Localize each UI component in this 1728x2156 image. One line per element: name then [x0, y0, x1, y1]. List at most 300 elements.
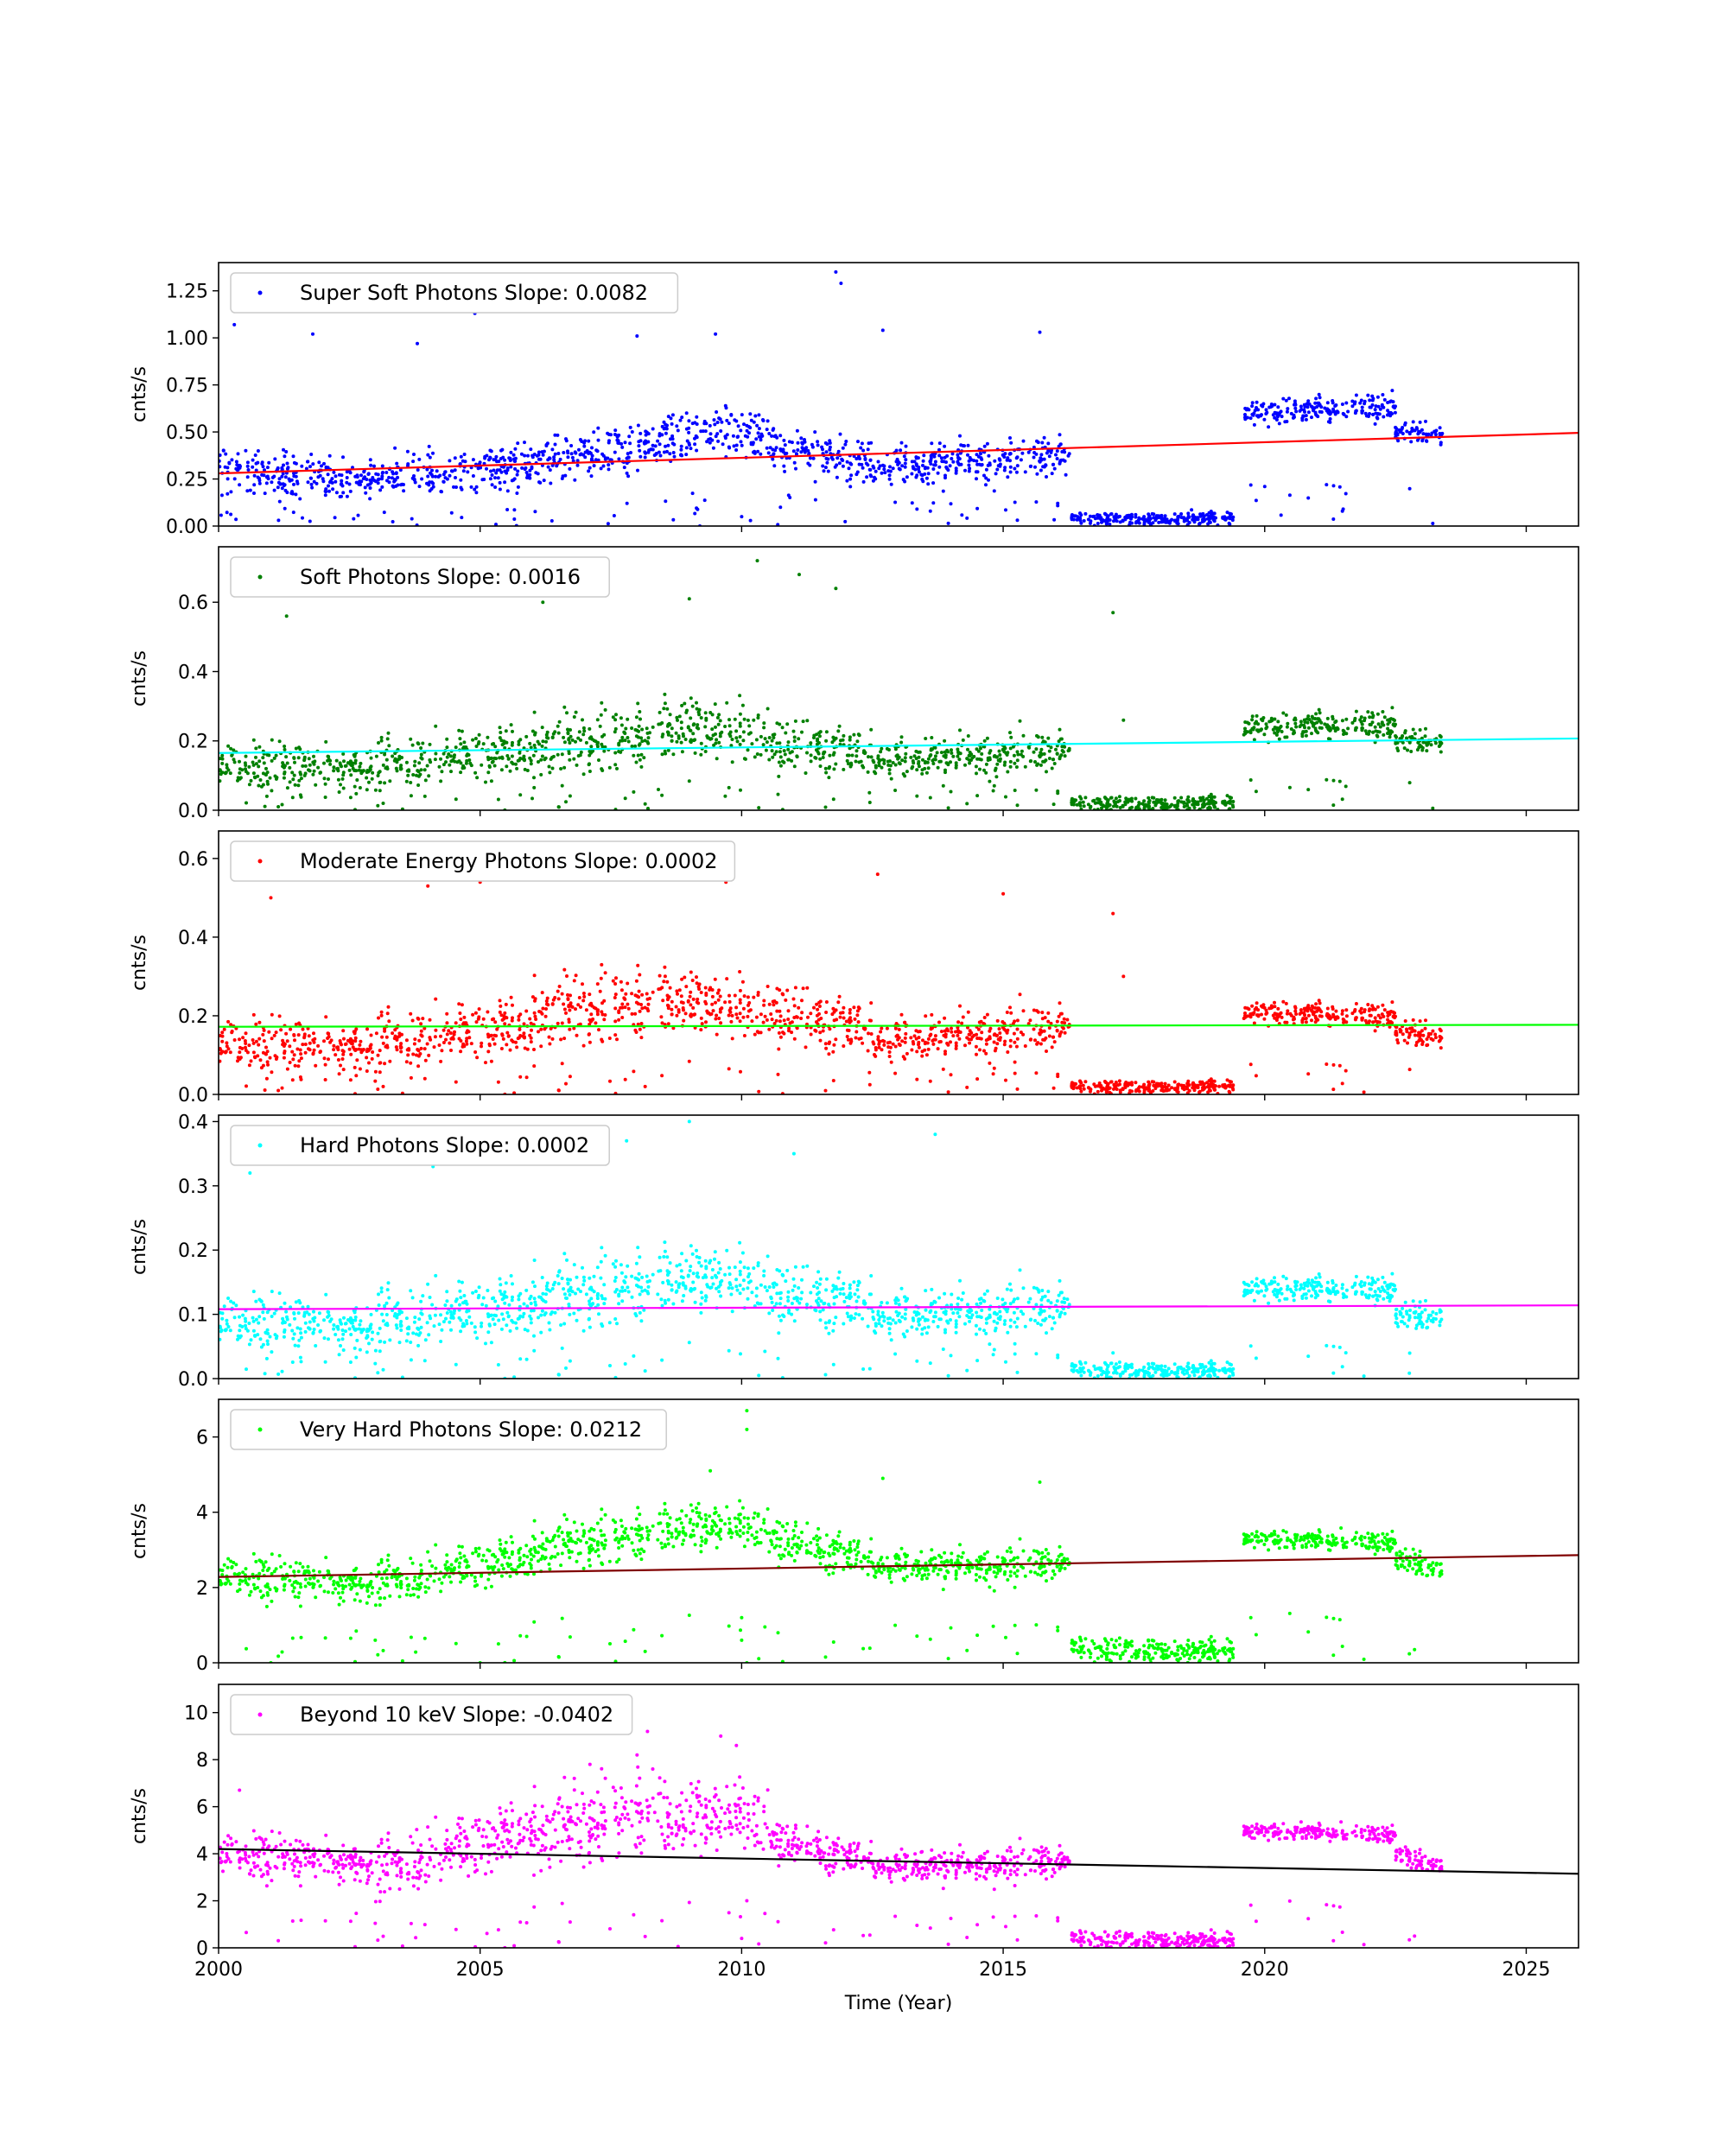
data-point	[951, 460, 955, 464]
data-point	[1306, 788, 1310, 791]
data-point	[797, 441, 800, 445]
data-point	[638, 455, 642, 459]
data-point	[358, 1043, 361, 1047]
data-point	[1302, 409, 1306, 412]
data-point	[582, 729, 586, 732]
data-point	[957, 758, 961, 761]
data-point	[336, 1048, 340, 1051]
data-point	[1016, 1018, 1020, 1022]
data-point	[1408, 781, 1412, 784]
data-point	[1182, 802, 1185, 805]
data-point	[257, 764, 260, 768]
data-point	[371, 1057, 374, 1061]
data-point	[915, 1078, 918, 1081]
data-point	[1052, 802, 1056, 806]
data-point	[993, 460, 996, 463]
data-point	[1138, 802, 1141, 805]
data-point	[762, 721, 766, 725]
data-point	[852, 733, 855, 737]
data-point	[742, 422, 746, 426]
data-point	[392, 485, 396, 489]
data-point	[1016, 1028, 1020, 1031]
data-point	[966, 748, 969, 751]
data-point	[301, 517, 304, 520]
data-point	[579, 453, 582, 456]
data-point	[666, 994, 670, 998]
data-point	[1355, 710, 1358, 713]
data-point	[975, 1045, 978, 1049]
data-point	[550, 447, 554, 451]
data-point	[340, 495, 343, 498]
data-point	[800, 999, 804, 1002]
data-point	[1115, 796, 1118, 800]
data-point	[1243, 407, 1247, 410]
data-point	[375, 755, 378, 758]
legend-label: Soft Photons Slope: 0.0016	[300, 565, 581, 589]
data-point	[950, 790, 953, 794]
data-point	[888, 1041, 892, 1044]
data-point	[771, 1018, 774, 1021]
data-point	[1068, 747, 1071, 751]
data-point	[734, 994, 737, 998]
data-point	[568, 741, 571, 745]
data-point	[459, 1018, 462, 1021]
data-point	[1338, 485, 1342, 489]
data-point	[869, 728, 873, 732]
data-point	[576, 737, 580, 740]
data-point	[518, 1012, 522, 1016]
data-point	[458, 737, 461, 740]
data-point	[552, 455, 556, 459]
data-point	[637, 730, 640, 733]
data-point	[276, 805, 280, 808]
data-point	[978, 1021, 982, 1024]
data-point	[1390, 706, 1394, 709]
data-point	[1151, 521, 1154, 524]
data-point	[569, 444, 573, 447]
y-tick-label: 0.6	[178, 593, 208, 615]
data-point	[739, 999, 742, 1002]
data-point	[304, 1043, 308, 1046]
data-point	[349, 1053, 353, 1056]
data-point	[1303, 403, 1306, 407]
data-point	[852, 1005, 855, 1009]
data-point	[680, 445, 683, 448]
data-point	[1048, 750, 1051, 753]
data-point	[585, 741, 588, 745]
data-point	[327, 1031, 330, 1035]
data-point	[829, 441, 832, 445]
data-point	[1251, 714, 1255, 718]
data-point	[665, 424, 669, 428]
data-point	[517, 1037, 520, 1040]
data-point	[920, 1055, 924, 1058]
data-point	[1415, 426, 1419, 429]
data-point	[804, 771, 808, 775]
data-point	[229, 490, 232, 493]
data-point	[863, 457, 867, 460]
data-point	[1332, 484, 1336, 487]
data-point	[785, 452, 788, 455]
data-point	[324, 1063, 327, 1067]
legend-label: Super Soft Photons Slope: 0.0082	[300, 281, 649, 305]
data-point	[388, 1060, 391, 1063]
data-point	[670, 1013, 674, 1017]
data-point	[664, 752, 667, 756]
data-point	[312, 1031, 315, 1035]
data-point	[717, 723, 721, 726]
data-point	[1414, 732, 1417, 735]
data-point	[781, 992, 785, 996]
data-point	[1016, 464, 1020, 467]
data-point	[226, 477, 230, 480]
data-point	[805, 751, 809, 755]
data-point	[530, 762, 533, 765]
data-point	[984, 483, 988, 486]
data-point	[1285, 399, 1288, 403]
data-point	[533, 744, 537, 747]
data-point	[245, 802, 248, 805]
data-point	[1299, 720, 1303, 723]
data-point	[292, 472, 295, 475]
data-point	[568, 1028, 571, 1031]
data-point	[1318, 410, 1322, 414]
data-point	[786, 1018, 790, 1021]
data-point	[731, 1037, 734, 1040]
data-point	[848, 485, 852, 488]
data-point	[486, 1049, 490, 1053]
data-point	[1425, 749, 1428, 752]
data-point	[1083, 1088, 1086, 1091]
data-point	[459, 770, 462, 774]
data-point	[675, 716, 678, 720]
data-point	[1388, 735, 1392, 739]
data-point	[339, 1042, 342, 1045]
data-point	[434, 1035, 437, 1038]
data-point	[872, 1040, 875, 1043]
data-point	[337, 778, 340, 782]
data-point	[1344, 402, 1348, 405]
data-point	[727, 446, 731, 449]
data-point	[563, 740, 567, 744]
data-point	[700, 716, 703, 720]
data-point	[624, 727, 627, 731]
data-point	[614, 976, 618, 980]
data-point	[743, 757, 746, 760]
data-point	[1145, 804, 1148, 808]
data-point	[433, 1045, 436, 1049]
data-point	[545, 999, 549, 1003]
data-point	[1326, 410, 1330, 414]
data-point	[1388, 411, 1391, 415]
data-point	[1148, 1082, 1152, 1086]
data-point	[988, 780, 991, 783]
data-point	[1164, 514, 1167, 517]
data-point	[827, 470, 830, 473]
data-point	[1013, 789, 1017, 792]
data-point	[725, 701, 728, 705]
data-point	[854, 760, 858, 764]
data-point	[998, 1027, 1001, 1030]
data-point	[411, 1053, 415, 1056]
data-point	[714, 702, 717, 706]
data-point	[332, 1048, 335, 1051]
data-point	[902, 772, 905, 776]
data-point	[1148, 515, 1152, 518]
data-point	[470, 1042, 473, 1045]
data-point	[1138, 1085, 1141, 1088]
data-point	[1275, 413, 1279, 416]
data-point	[596, 1010, 600, 1013]
data-point	[338, 790, 341, 794]
data-point	[304, 1051, 308, 1055]
data-point	[708, 1012, 712, 1016]
data-point	[263, 1039, 266, 1043]
data-point	[359, 479, 363, 483]
data-point	[460, 516, 463, 519]
data-point	[882, 467, 886, 471]
data-point	[444, 1038, 448, 1042]
data-point	[503, 480, 506, 484]
data-point	[565, 974, 569, 978]
data-point	[1382, 733, 1385, 737]
data-point	[505, 508, 509, 511]
data-point	[759, 433, 763, 436]
data-point	[512, 458, 516, 461]
data-point	[846, 1035, 849, 1038]
data-point	[1294, 718, 1298, 721]
data-point	[562, 968, 566, 972]
data-point	[1009, 471, 1013, 474]
data-point	[741, 980, 745, 984]
data-point	[986, 1013, 989, 1017]
data-point	[220, 1050, 224, 1054]
data-point	[1006, 475, 1009, 479]
data-point	[713, 422, 716, 426]
data-point	[1377, 405, 1381, 409]
data-point	[1318, 711, 1322, 714]
data-point	[746, 1015, 749, 1018]
data-point	[430, 487, 434, 491]
data-point	[497, 798, 500, 802]
data-point	[1191, 515, 1194, 518]
data-point	[505, 1043, 508, 1046]
data-point	[380, 1036, 384, 1039]
data-point	[771, 749, 774, 752]
data-point	[835, 1018, 838, 1021]
data-point	[734, 448, 738, 452]
data-point	[246, 475, 250, 479]
data-point	[497, 476, 500, 479]
data-point	[276, 518, 280, 522]
data-point	[1003, 466, 1007, 469]
data-point	[638, 990, 641, 993]
data-point	[247, 468, 251, 472]
data-point	[928, 754, 931, 758]
data-point	[635, 980, 638, 983]
data-point	[1164, 1082, 1167, 1086]
data-point	[994, 1047, 998, 1050]
data-point	[1009, 760, 1013, 764]
data-point	[905, 770, 909, 773]
data-point	[645, 434, 648, 437]
data-point	[420, 753, 423, 757]
data-point	[1043, 760, 1046, 764]
data-point	[1112, 515, 1115, 518]
data-point	[631, 745, 634, 748]
data-point	[322, 462, 326, 466]
data-point	[664, 701, 667, 705]
data-point	[849, 473, 853, 477]
data-point	[571, 739, 575, 742]
data-point	[1024, 1044, 1027, 1048]
data-point	[1299, 405, 1303, 409]
data-point	[675, 1014, 678, 1018]
data-point	[671, 752, 675, 756]
data-point	[1248, 408, 1251, 411]
data-point	[975, 453, 979, 456]
data-point	[931, 481, 935, 485]
data-point	[394, 758, 397, 761]
data-point	[756, 716, 759, 720]
data-point	[309, 453, 313, 456]
data-point	[716, 440, 720, 443]
data-point	[589, 1012, 593, 1016]
data-point	[898, 1028, 901, 1031]
data-point	[810, 1033, 813, 1037]
data-point	[1020, 452, 1024, 455]
data-point	[542, 453, 545, 457]
data-point	[452, 1037, 455, 1041]
data-point	[695, 415, 698, 419]
data-point	[640, 1022, 644, 1025]
data-point	[499, 481, 502, 485]
data-point	[562, 736, 565, 739]
data-point	[888, 768, 892, 771]
data-point	[794, 467, 797, 471]
data-point	[1183, 805, 1186, 808]
data-point	[1128, 515, 1132, 518]
data-point	[424, 1059, 428, 1062]
data-point	[283, 745, 286, 748]
data-point	[472, 474, 475, 478]
data-point	[581, 718, 584, 721]
data-point	[599, 990, 602, 993]
data-point	[266, 466, 270, 469]
data-point	[647, 736, 651, 739]
data-point	[905, 445, 908, 448]
data-point	[548, 1043, 551, 1046]
data-point	[920, 478, 924, 481]
data-point	[359, 483, 362, 486]
data-point	[1197, 516, 1200, 519]
data-point	[769, 446, 772, 449]
data-point	[607, 463, 610, 466]
data-point	[844, 440, 848, 443]
data-point	[1439, 433, 1443, 436]
data-point	[1424, 420, 1427, 423]
data-point	[689, 696, 693, 700]
data-point	[758, 435, 761, 439]
data-point	[233, 760, 237, 764]
data-point	[409, 781, 412, 784]
data-point	[692, 723, 696, 726]
data-point	[308, 1042, 312, 1045]
data-point	[391, 520, 395, 523]
data-point	[515, 767, 518, 770]
data-point	[757, 806, 760, 809]
data-point	[640, 1006, 644, 1010]
data-point	[1360, 720, 1363, 724]
data-point	[545, 1003, 549, 1006]
data-point	[943, 751, 947, 754]
data-point	[626, 1003, 629, 1006]
data-point	[825, 457, 829, 460]
data-point	[940, 751, 943, 754]
data-point	[250, 779, 253, 783]
data-point	[616, 439, 619, 442]
data-point	[739, 989, 742, 992]
data-point	[712, 1009, 715, 1012]
data-point	[756, 752, 759, 756]
data-point	[520, 453, 524, 456]
data-point	[835, 476, 839, 479]
data-point	[779, 755, 783, 758]
data-point	[877, 754, 880, 758]
data-point	[693, 442, 696, 446]
data-point	[296, 1064, 300, 1068]
data-point	[700, 1017, 703, 1020]
data-point	[867, 1071, 871, 1075]
data-point	[1376, 396, 1380, 399]
data-point	[1015, 471, 1019, 474]
data-point	[695, 449, 698, 453]
data-point	[226, 1020, 230, 1024]
data-point	[287, 466, 290, 469]
data-point	[715, 1033, 719, 1037]
data-point	[380, 485, 384, 489]
data-point	[1272, 413, 1275, 416]
data-point	[264, 773, 268, 777]
data-point	[349, 471, 353, 474]
data-point	[647, 451, 651, 454]
data-point	[613, 514, 616, 517]
data-point	[955, 1047, 958, 1050]
data-point	[713, 418, 716, 422]
data-point	[417, 458, 421, 461]
data-point	[551, 767, 555, 770]
data-point	[870, 1032, 874, 1036]
data-point	[334, 1053, 337, 1056]
data-point	[538, 481, 542, 485]
data-point	[532, 786, 536, 789]
data-point	[573, 715, 576, 719]
data-point	[1016, 758, 1020, 762]
data-point	[1383, 398, 1387, 402]
data-point	[869, 459, 873, 462]
data-point	[425, 468, 429, 472]
data-point	[503, 470, 506, 473]
y-tick-label: 0.75	[166, 375, 208, 397]
data-point	[723, 725, 727, 728]
data-point	[367, 781, 371, 784]
data-point	[617, 1009, 620, 1012]
data-point	[377, 1054, 380, 1057]
data-point	[638, 1010, 642, 1013]
data-point	[728, 732, 732, 736]
data-point	[564, 800, 568, 803]
data-point	[596, 745, 600, 748]
